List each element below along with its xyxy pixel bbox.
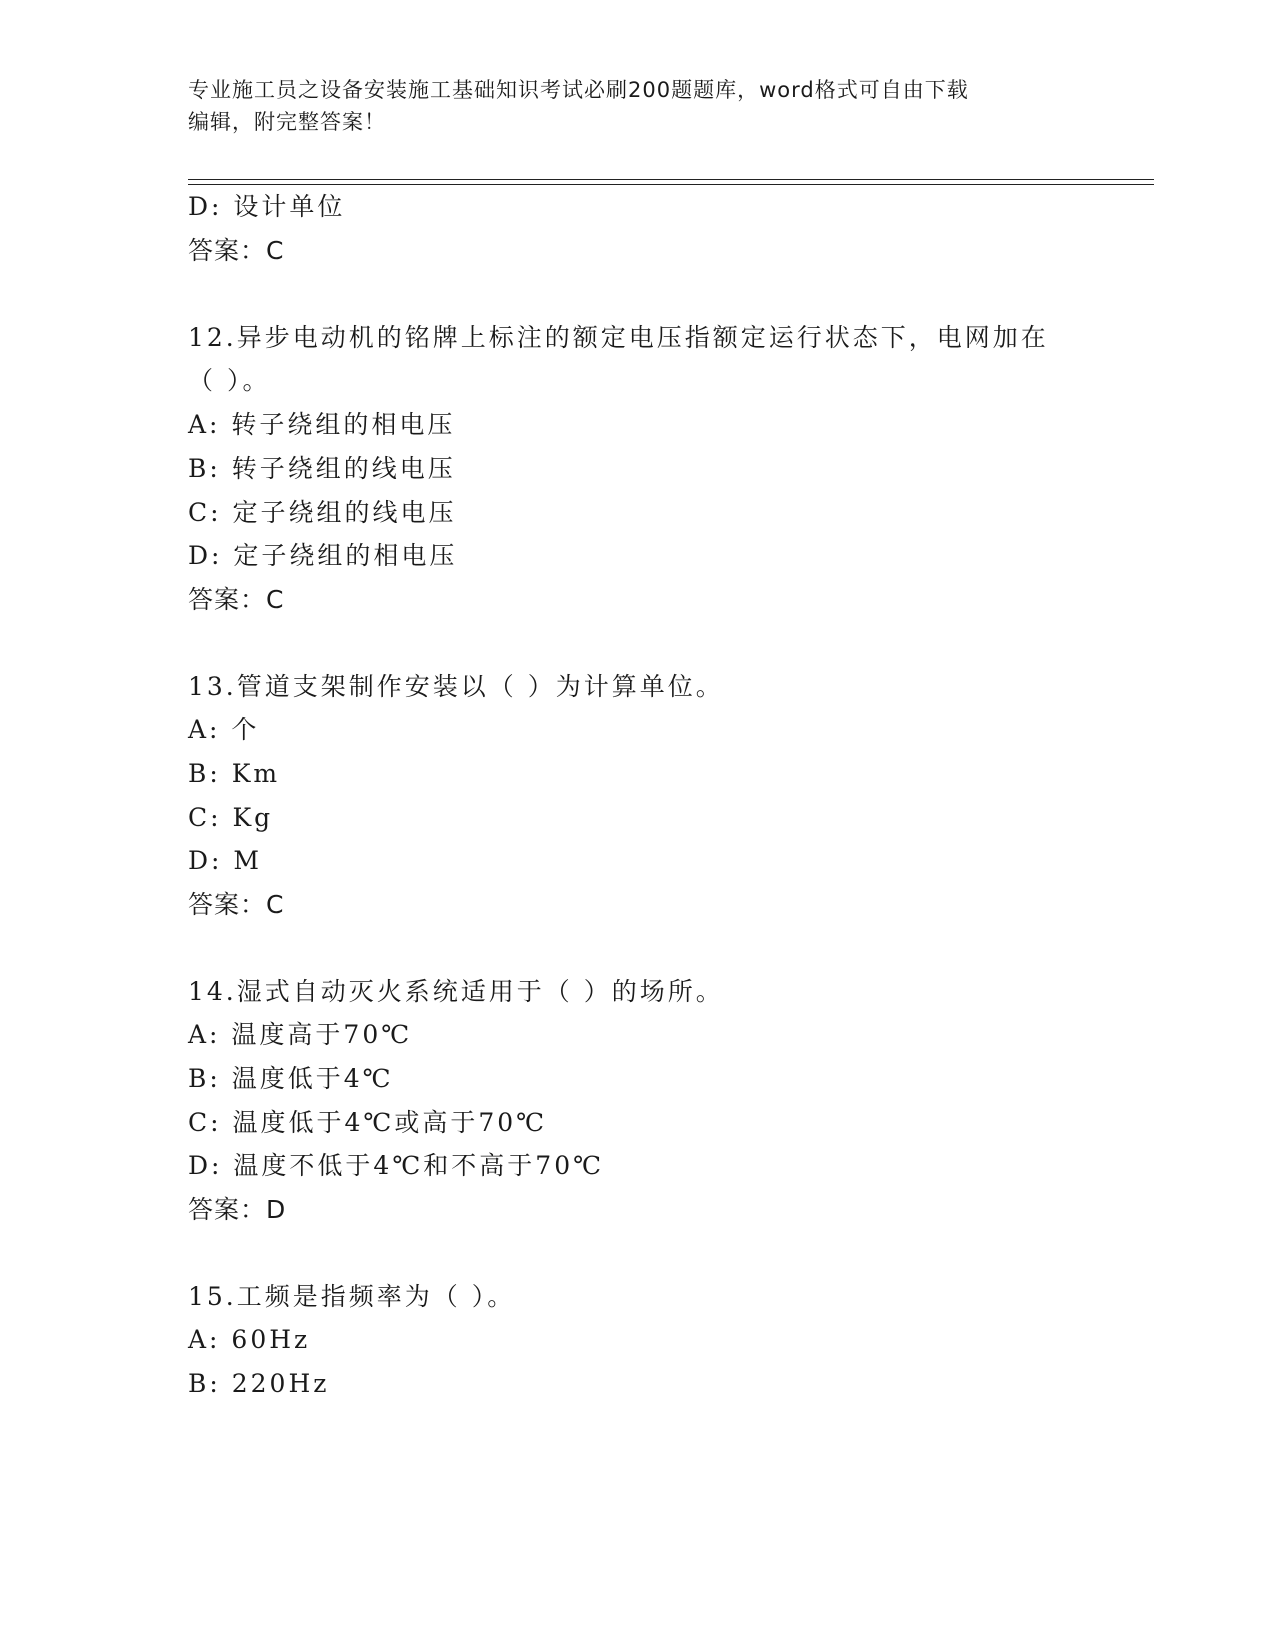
question-line: 14.湿式自动灭火系统适用于（ ）的场所。 [188, 977, 724, 1006]
header-line-2: 编辑，附完整答案！ [188, 110, 386, 134]
question-line: 13.管道支架制作安装以（ ）为计算单位。 [188, 672, 724, 701]
answer-line: 答案：C [188, 585, 285, 614]
option-line: D: 定子绕组的相电压 [188, 541, 458, 570]
option-line: B: Km [188, 759, 281, 788]
option-line: D: 温度不低于4℃和不高于70℃ [188, 1151, 605, 1180]
option-line: A: 温度高于70℃ [188, 1020, 413, 1049]
header-divider-bottom [188, 184, 1154, 185]
question-line: 12.异步电动机的铭牌上标注的额定电压指额定运行状态下，电网加在 [188, 323, 1049, 352]
question-line: 15.工频是指频率为（ ）。 [188, 1282, 516, 1311]
option-line: D: 设计单位 [188, 192, 346, 221]
option-line: A: 转子绕组的相电压 [188, 410, 456, 439]
option-line: A: 60Hz [188, 1325, 311, 1354]
header-line-1: 专业施工员之设备安装施工基础知识考试必刷200题题库，word格式可自由下载 [188, 78, 969, 102]
document-header [188, 74, 1088, 138]
option-line: B: 220Hz [188, 1369, 330, 1398]
option-line: B: 转子绕组的线电压 [188, 454, 456, 483]
answer-line: 答案：C [188, 890, 285, 919]
option-line: C: 定子绕组的线电压 [188, 498, 457, 527]
option-line: D: M [188, 846, 263, 875]
option-line: C: Kg [188, 803, 274, 832]
option-line: B: 温度低于4℃ [188, 1064, 394, 1093]
answer-line: 答案：D [188, 1195, 287, 1224]
option-line: A: 个 [188, 715, 260, 744]
answer-line: 答案：C [188, 236, 285, 265]
header-divider-top [188, 179, 1154, 180]
option-line: C: 温度低于4℃或高于70℃ [188, 1108, 548, 1137]
question-line: （ ）。 [188, 366, 271, 395]
